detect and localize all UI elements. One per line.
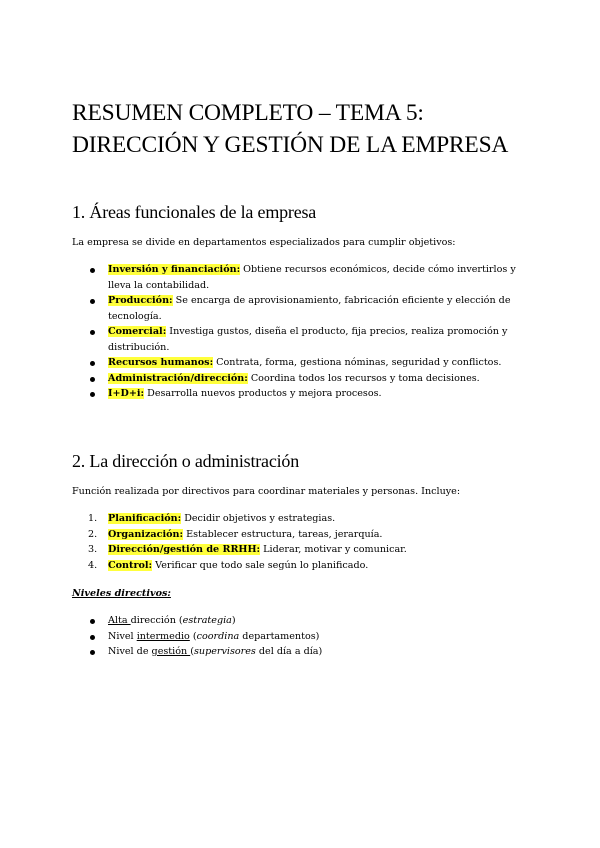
list-item	[108, 262, 538, 293]
list-item	[108, 386, 538, 402]
section-2-intro: Función realizada por directivos para coordinar materiales y personas. Incluye:	[72, 486, 461, 497]
section-2-heading: 2. La dirección o administración	[72, 451, 300, 471]
item-term: Dirección/gestión de RRHH:	[108, 544, 261, 555]
level-prefix: Nivel	[108, 630, 137, 642]
list-item	[88, 527, 538, 543]
level-term: intermedio	[136, 630, 190, 642]
section-1-heading: 1. Áreas funcionales de la empresa	[72, 202, 317, 222]
list-item	[108, 355, 538, 371]
level-role: coordina	[196, 630, 240, 642]
level-text: dirección (	[130, 615, 183, 626]
niveles-heading: Niveles directivos:	[72, 588, 171, 599]
item-text: Se encarga de aprovisionamiento, fabricación eficiente y elección de tecnología.	[108, 295, 511, 322]
item-text: Liderar, motivar y comunicar.	[260, 544, 407, 555]
item-number: 1.	[88, 513, 98, 524]
item-text: Establecer estructura, tareas, jerarquía.	[183, 528, 383, 540]
item-text: Desarrolla nuevos productos y mejora procesos.	[144, 388, 382, 399]
item-term: Administración/dirección:	[108, 372, 248, 384]
item-text: Verificar que todo sale según lo planificado.	[152, 559, 369, 571]
list-item	[108, 324, 538, 355]
level-role: estrategia	[182, 615, 232, 626]
item-number: 2.	[88, 528, 98, 540]
management-levels-list	[108, 613, 538, 660]
list-item	[88, 542, 538, 558]
item-term: Comercial:	[108, 326, 167, 337]
level-role: supervisores	[193, 646, 256, 657]
item-term: Producción:	[108, 295, 173, 306]
item-text: Obtiene recursos económicos, decide cómo invertirlos y lleva la contabilidad.	[108, 264, 516, 291]
title-line-1: RESUMEN COMPLETO – TEMA 5:	[72, 100, 424, 126]
level-suffix: del día a día)	[255, 646, 323, 657]
item-text: Contrata, forma, gestiona nóminas, seguridad y conflictos.	[213, 357, 502, 368]
item-term: Organización:	[108, 528, 184, 540]
item-term: Control:	[108, 559, 153, 571]
management-functions-list	[88, 511, 538, 573]
section-1-intro: La empresa se divide en departamentos especializados para cumplir objetivos:	[72, 237, 456, 248]
item-text: Coordina todos los recursos y toma decisiones.	[247, 372, 480, 384]
level-text: (	[190, 646, 194, 657]
item-term: I+D+i:	[108, 388, 145, 399]
item-term: Inversión y financiación:	[108, 264, 241, 275]
list-item	[108, 293, 538, 324]
item-text: Decidir objetivos y estrategias.	[181, 513, 336, 524]
document-title	[72, 97, 572, 161]
level-prefix: Nivel de	[108, 646, 152, 657]
list-item	[88, 558, 538, 574]
list-item	[108, 371, 538, 387]
item-term: Recursos humanos:	[108, 357, 214, 368]
title-line-2: DIRECCIÓN Y GESTIÓN DE LA EMPRESA	[72, 132, 509, 158]
level-suffix: departamentos)	[239, 630, 320, 642]
item-number: 4.	[88, 559, 98, 571]
item-number: 3.	[88, 544, 98, 555]
list-item	[88, 511, 538, 527]
list-item	[108, 629, 538, 645]
item-term: Planificación:	[108, 513, 182, 524]
level-text: (	[189, 630, 197, 642]
level-term: gestión	[151, 646, 191, 657]
level-suffix: )	[231, 615, 236, 626]
level-term: Alta	[108, 615, 131, 626]
item-text: Investiga gustos, diseña el producto, fija precios, realiza promoción y distribución.	[108, 326, 508, 353]
list-item	[108, 613, 538, 629]
list-item	[108, 644, 538, 660]
functional-areas-list	[108, 262, 538, 402]
